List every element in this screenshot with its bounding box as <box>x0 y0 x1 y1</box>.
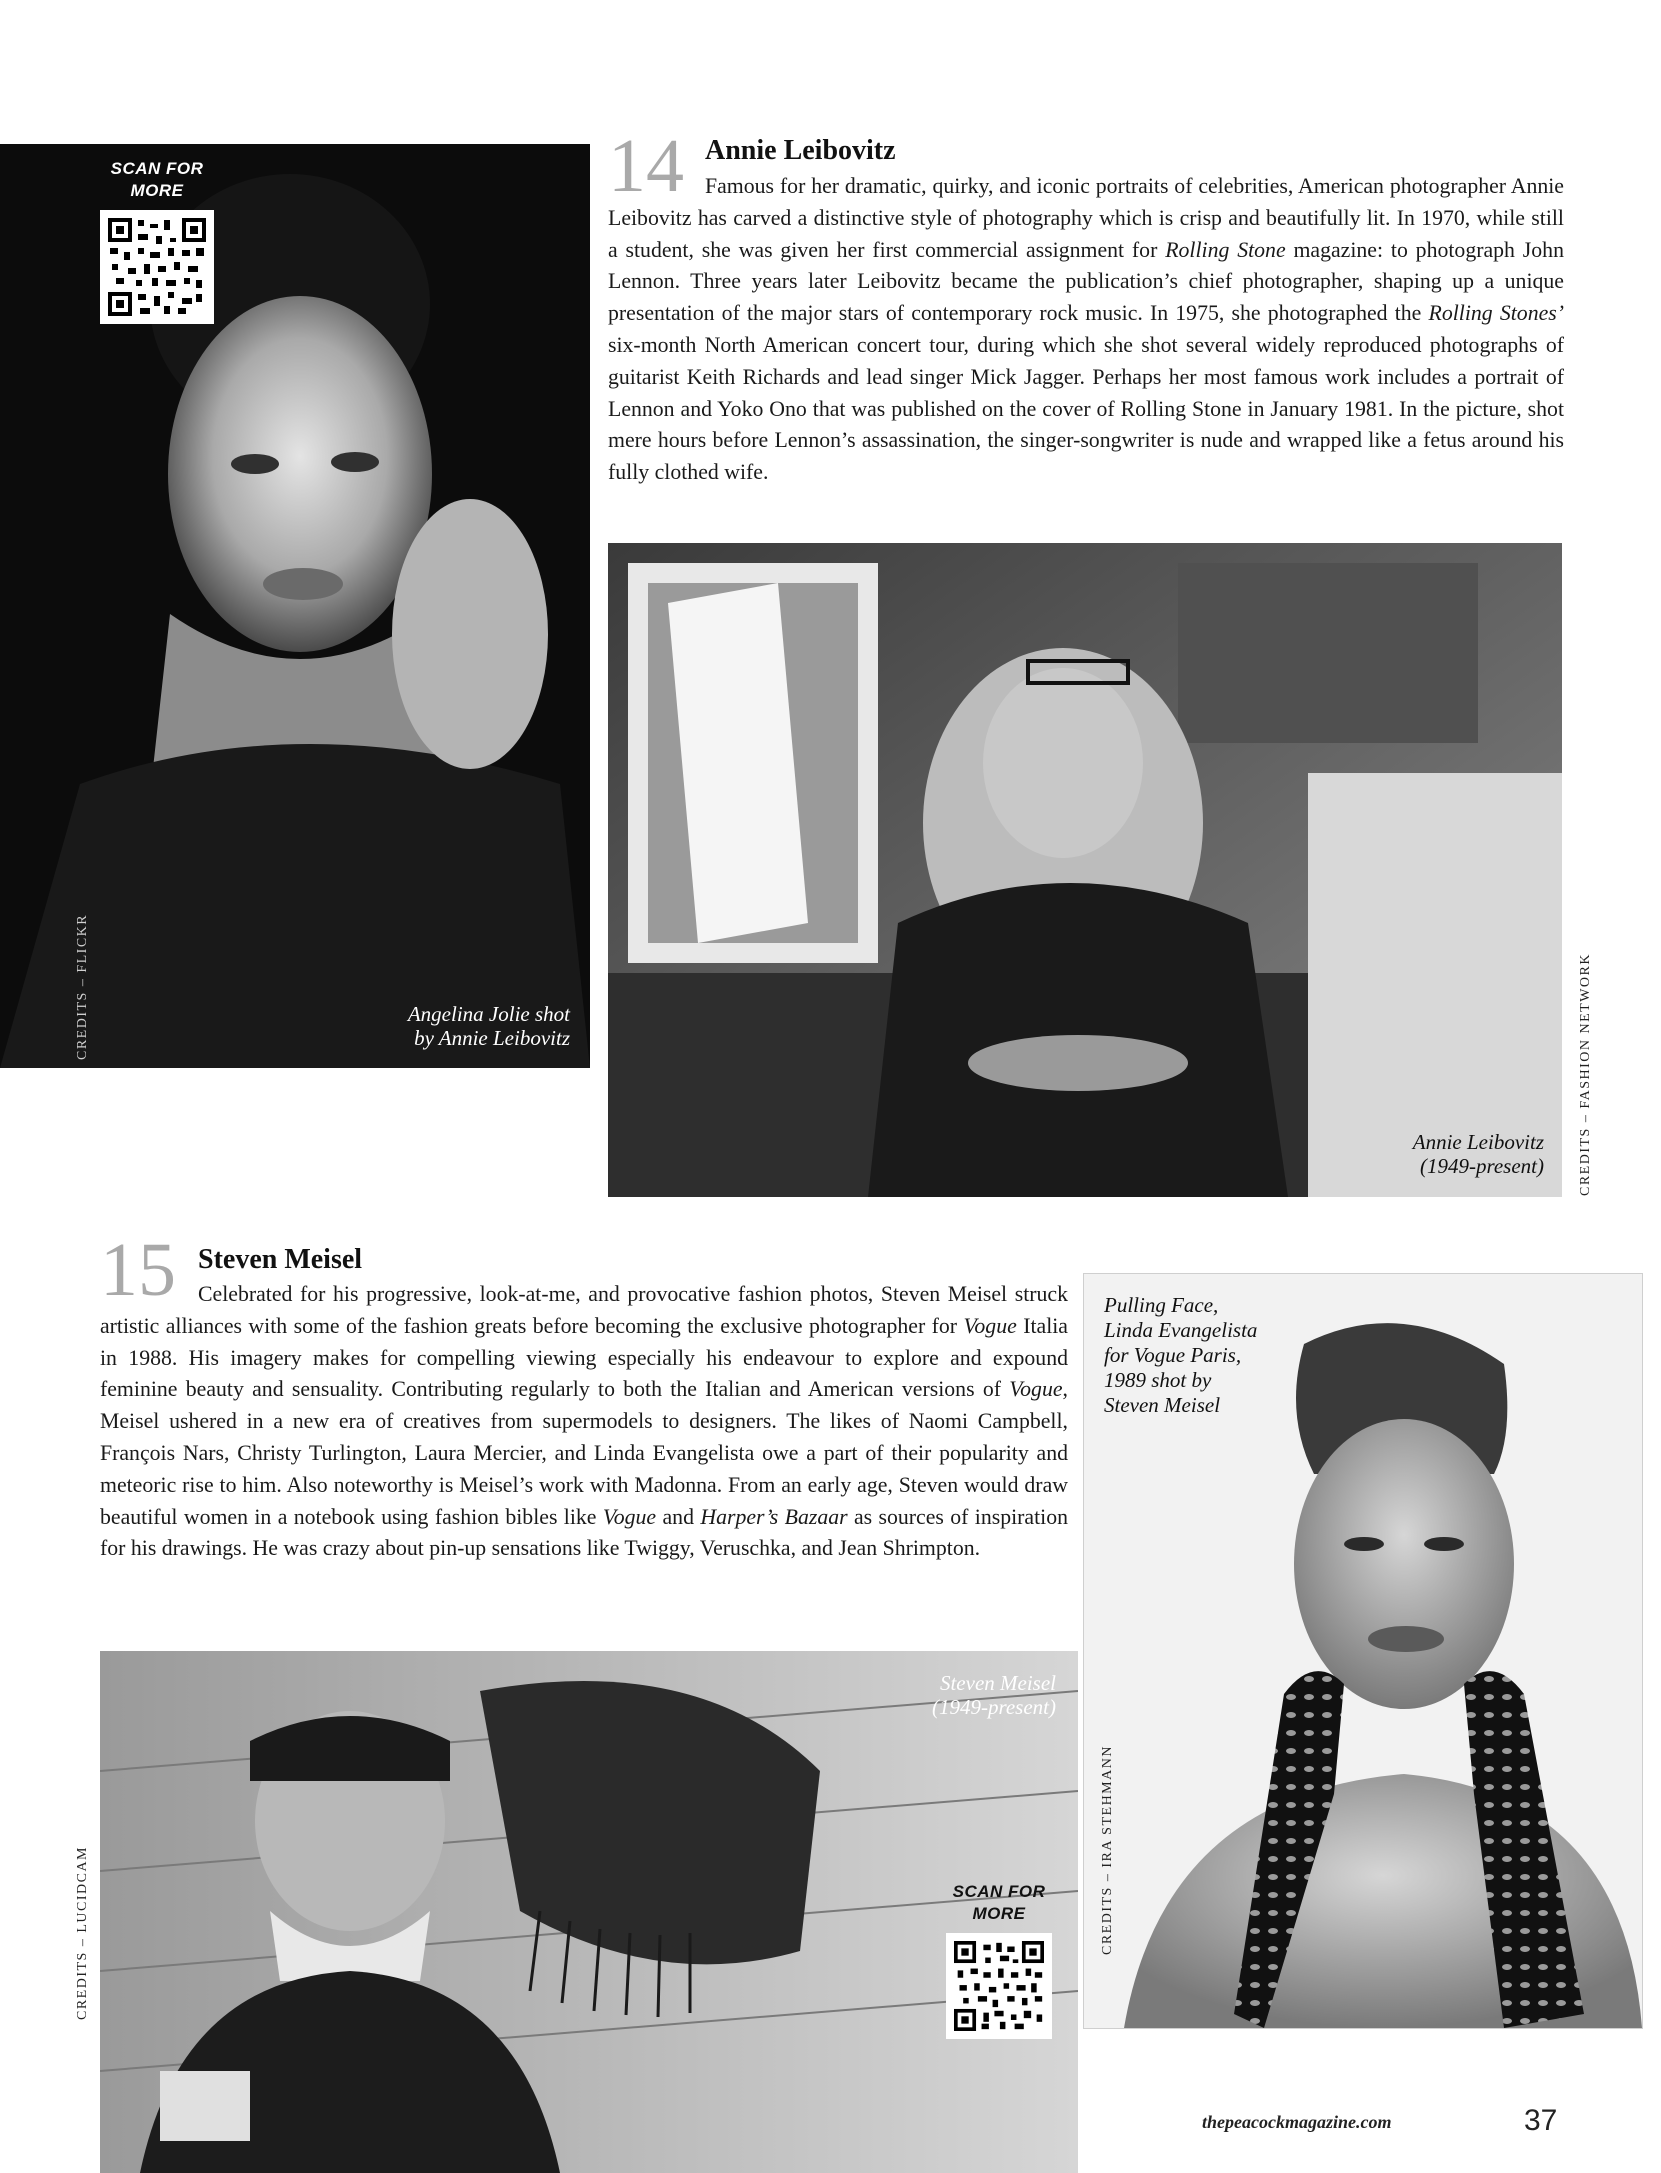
body-text-run: Famous for her dramatic, quirky, and iconic portraits of celebrities, American photographer Annie Leibovitz has carved a distinctive style of photography which is crisp and beautifully lit. In 1970, while still a student, she was given her first commercial assignment for <box>608 174 1564 262</box>
qr-label-line1: SCAN FOR <box>952 1882 1046 1901</box>
caption-line: Annie Leibovitz <box>1412 1130 1544 1154</box>
caption-line: (1949-present) <box>931 1695 1056 1719</box>
body-text-italic: Harper’s Bazaar <box>700 1504 848 1529</box>
section-number-14: 14 <box>608 124 684 208</box>
caption-line: Steven Meisel <box>1104 1393 1221 1417</box>
qr-code-bottom[interactable] <box>946 1933 1052 2039</box>
page-number: 37 <box>1524 2104 1558 2137</box>
body-text-run: Italia in 1988. His imagery makes for compelling viewing especially his endeavour to explore and expound feminine beauty and sensuality. Contributing regularly to both the Italian and American versions of <box>100 1313 1068 1402</box>
section-number-15: 15 <box>100 1228 176 1312</box>
credit-fashion-network: CREDITS – FASHION NETWORK <box>1578 953 1593 1196</box>
caption-angelina-jolie <box>330 1002 570 1050</box>
caption-line: Linda Evangelista <box>1104 1318 1258 1342</box>
qr-block-top <box>96 158 218 329</box>
body-text-italic: Vogue <box>602 1504 657 1529</box>
caption-line: Pulling Face, <box>1104 1293 1219 1317</box>
portrait-illustration <box>608 543 1562 1197</box>
credit-flickr: CREDITS – FLICKR <box>75 913 90 1060</box>
body-text-run: , Meisel ushered in a new era of creatives from supermodels to designers. The likes of Naomi Campbell, François Nars, Christy Turlington, Laura Mercier, and Linda Evangelista owe a part of their popularity and meteoric rise to him. Also noteworthy is Meisel’s work with Madonna. From an early age, Steven would draw beautiful women in a notebook using fashion bibles like <box>100 1377 1068 1529</box>
caption-line: for Vogue Paris, <box>1104 1343 1242 1367</box>
qr-block-bottom <box>938 1881 1060 2044</box>
portrait-illustration <box>100 1651 1078 2173</box>
footer-website-url[interactable]: thepeacockmagazine.com <box>1202 2112 1392 2132</box>
photo-steven-meisel <box>100 1651 1078 2173</box>
body-text-italic: Vogue <box>1009 1377 1063 1402</box>
qr-label-line2: MORE <box>972 1904 1026 1923</box>
caption-annie-leibovitz <box>1300 1130 1544 1178</box>
photo-annie-leibovitz <box>608 543 1562 1197</box>
caption-steven-meisel <box>800 1671 1056 1719</box>
qr-label-line2: MORE <box>130 181 184 200</box>
body-text-italic: Rolling Stone <box>1165 237 1286 262</box>
body-text-italic: Vogue <box>963 1313 1017 1338</box>
body-text-run: as sources of inspiration for his drawings. He was crazy about pin-up sensations like Twiggy, Veruschka, and Jean Shrimpton. <box>100 1504 1068 1561</box>
section-body-15 <box>100 1279 1068 1565</box>
credit-ira-stehmann: CREDITS – IRA STEHMANN <box>1100 1745 1115 1955</box>
body-text-run: and <box>656 1504 701 1529</box>
caption-line: 1989 shot by <box>1104 1368 1212 1392</box>
caption-line: Steven Meisel <box>939 1671 1056 1695</box>
section-title-annie-leibovitz: Annie Leibovitz <box>705 135 896 166</box>
qr-label-line1: SCAN FOR <box>110 159 204 178</box>
section-title-steven-meisel: Steven Meisel <box>198 1244 363 1275</box>
caption-linda-evangelista <box>1104 1293 1304 1418</box>
qr-code-top[interactable] <box>100 210 214 324</box>
body-text-italic: Rolling Stones’ <box>1428 301 1565 326</box>
caption-line: (1949-present) <box>1419 1154 1544 1178</box>
body-text-run: six-month North American concert tour, during which she shot several widely reproduced photographs of guitarist Keith Richards and lead singer Mick Jagger. Perhaps her most famous work includes a portrait of Lennon and Yoko Ono that was published on the cover of Rolling Stone in January 1981. In the picture, shot mere hours before Lennon’s assassination, the singer-songwriter is nude and wrapped like a fetus around his fully clothed wife. <box>608 332 1564 485</box>
body-text-run: Celebrated for his progressive, look-at-me, and provocative fashion photos, Steven Meisel struck artistic alliances with some of the fashion greats before becoming the exclusive photographer for <box>100 1282 1068 1338</box>
caption-line: Angelina Jolie shot <box>407 1002 570 1026</box>
section-body-14 <box>608 171 1564 489</box>
caption-line: by Annie Leibovitz <box>414 1026 570 1050</box>
credit-lucidcam: CREDITS – LUCIDCAM <box>75 1845 90 2020</box>
body-text-run: magazine: to photograph John Lennon. Three years later Leibovitz became the publication’s chief photographer, shaping up a unique presentation of the major stars of contemporary rock music. In 1975, she photographed the <box>608 237 1564 326</box>
